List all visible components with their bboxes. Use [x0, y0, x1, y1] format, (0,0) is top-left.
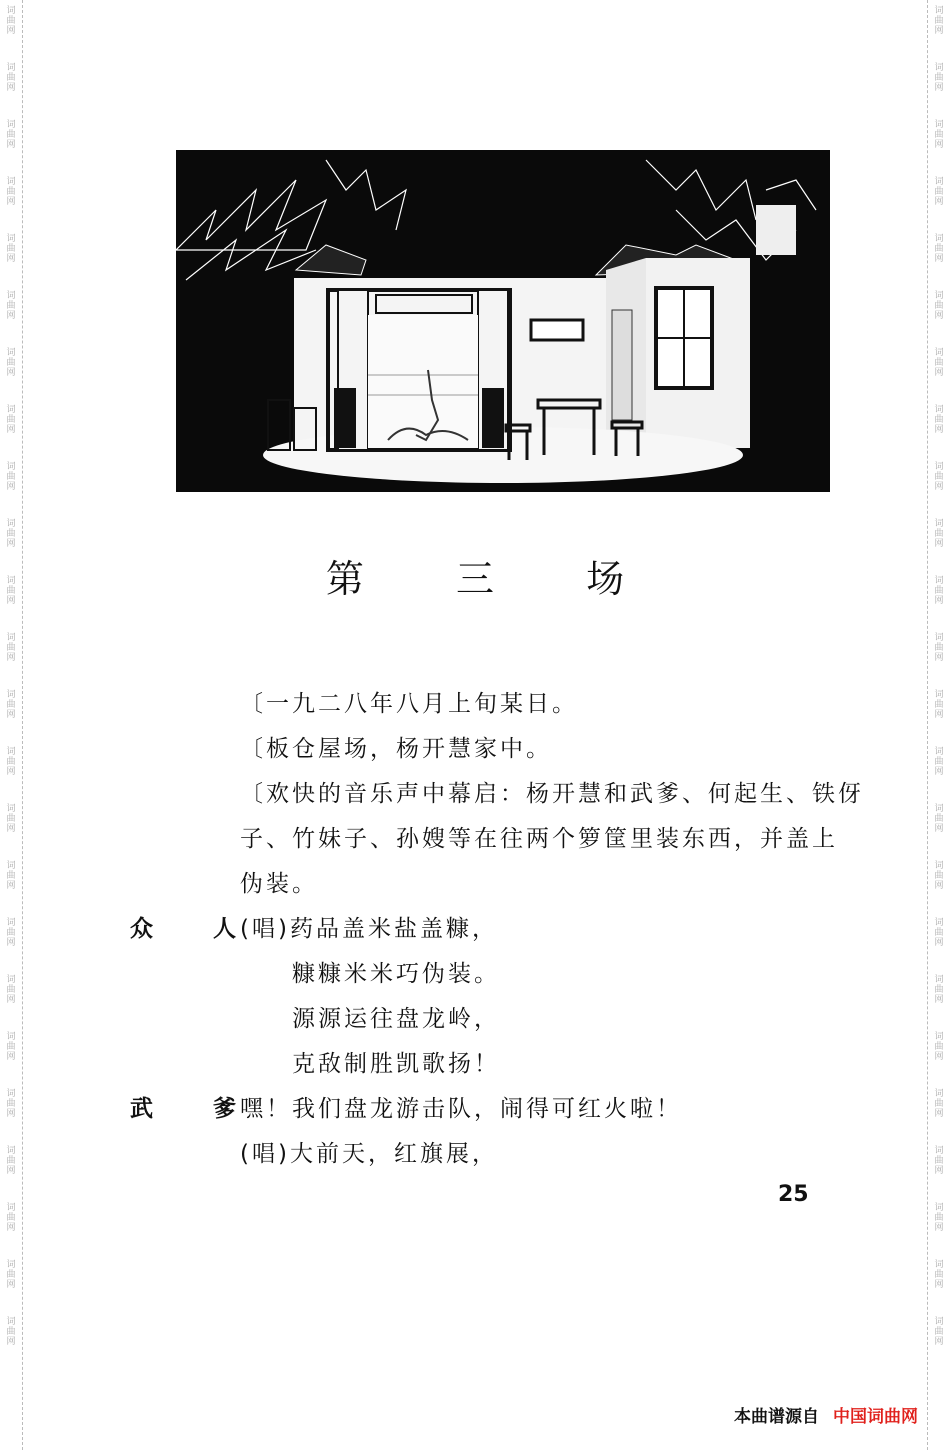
- watermark-mark: 词 曲 网: [6, 120, 16, 150]
- watermark-mark: 词 曲 网: [934, 918, 944, 948]
- watermark-mark: 词 曲 网: [6, 291, 16, 321]
- watermark-mark: 词 曲 网: [6, 633, 16, 663]
- watermark-mark: 词 曲 网: [6, 1317, 16, 1347]
- stage-scene-illustration: [176, 150, 830, 492]
- watermark-mark: 词 曲 网: [934, 1089, 944, 1119]
- dialogue-line: (唱)大前天，红旗展，: [240, 1141, 498, 1167]
- watermark-mark: 词 曲 网: [934, 747, 944, 777]
- right-watermark-strip: [927, 0, 950, 1450]
- stage-direction-line: 子、竹妹子、孙嫂等在往两个箩筐里装东西，并盖上: [240, 826, 838, 852]
- watermark-mark: 词 曲 网: [934, 291, 944, 321]
- stage-direction-line: 〔一九二八年八月上旬某日。: [240, 691, 578, 717]
- watermark-mark: 词 曲 网: [6, 1146, 16, 1176]
- watermark-mark: 词 曲 网: [6, 6, 16, 36]
- watermark-mark: 词 曲 网: [6, 1089, 16, 1119]
- watermark-mark: 词 曲 网: [934, 576, 944, 606]
- dialogue-line: 克敌制胜凯歌扬！: [292, 1051, 500, 1077]
- watermark-mark: 词 曲 网: [934, 975, 944, 1005]
- source-label: 本曲谱源自: [734, 1407, 819, 1427]
- stage-direction-line: 伪装。: [240, 871, 318, 897]
- brand-link[interactable]: 中国词曲网: [833, 1407, 918, 1427]
- left-watermark-strip: [0, 0, 23, 1450]
- dialogue-line: 嘿！我们盘龙游击队，闹得可红火啦！: [240, 1096, 682, 1122]
- watermark-mark: 词 曲 网: [6, 1260, 16, 1290]
- watermark-mark: 词 曲 网: [934, 234, 944, 264]
- watermark-mark: 词 曲 网: [6, 405, 16, 435]
- scene-title: 第 三 场: [325, 557, 665, 601]
- source-footer: [734, 1402, 918, 1427]
- watermark-mark: 词 曲 网: [934, 519, 944, 549]
- watermark-mark: 词 曲 网: [934, 462, 944, 492]
- watermark-mark: 词 曲 网: [6, 861, 16, 891]
- watermark-mark: 词 曲 网: [6, 63, 16, 93]
- watermark-mark: 词 曲 网: [934, 633, 944, 663]
- watermark-mark: 词 曲 网: [6, 234, 16, 264]
- speaker-name: 武 爹: [130, 1096, 263, 1122]
- watermark-mark: 词 曲 网: [6, 975, 16, 1005]
- watermark-mark: 词 曲 网: [934, 1146, 944, 1176]
- dialogue-line: (唱)药品盖米盐盖糠，: [240, 916, 498, 942]
- watermark-mark: 词 曲 网: [934, 120, 944, 150]
- watermark-mark: 词 曲 网: [6, 1032, 16, 1062]
- watermark-mark: 词 曲 网: [934, 1317, 944, 1347]
- dialogue-line: 源源运往盘龙岭，: [292, 1006, 500, 1032]
- stage-direction-line: 〔欢快的音乐声中幕启：杨开慧和武爹、何起生、铁伢: [240, 781, 864, 807]
- watermark-mark: 词 曲 网: [934, 690, 944, 720]
- watermark-mark: 词 曲 网: [6, 690, 16, 720]
- watermark-mark: 词 曲 网: [934, 1260, 944, 1290]
- watermark-mark: 词 曲 网: [6, 747, 16, 777]
- dialogue-line: 糠糠米米巧伪装。: [292, 961, 500, 987]
- watermark-mark: 词 曲 网: [6, 462, 16, 492]
- watermark-mark: 词 曲 网: [934, 804, 944, 834]
- watermark-mark: 词 曲 网: [934, 861, 944, 891]
- watermark-mark: 词 曲 网: [6, 519, 16, 549]
- watermark-mark: 词 曲 网: [6, 348, 16, 378]
- watermark-mark: 词 曲 网: [934, 1032, 944, 1062]
- watermark-mark: 词 曲 网: [934, 177, 944, 207]
- stage-direction-line: 〔板仓屋场，杨开慧家中。: [240, 736, 552, 762]
- watermark-mark: 词 曲 网: [934, 348, 944, 378]
- watermark-mark: 词 曲 网: [934, 6, 944, 36]
- watermark-mark: 词 曲 网: [6, 804, 16, 834]
- watermark-mark: 词 曲 网: [934, 1203, 944, 1233]
- watermark-mark: 词 曲 网: [934, 63, 944, 93]
- watermark-mark: 词 曲 网: [6, 918, 16, 948]
- watermark-mark: 词 曲 网: [6, 1203, 16, 1233]
- page-number: 25: [778, 1182, 809, 1207]
- watermark-mark: 词 曲 网: [6, 576, 16, 606]
- watermark-mark: 词 曲 网: [6, 177, 16, 207]
- watermark-mark: 词 曲 网: [934, 405, 944, 435]
- speaker-name: 众 人: [130, 916, 263, 942]
